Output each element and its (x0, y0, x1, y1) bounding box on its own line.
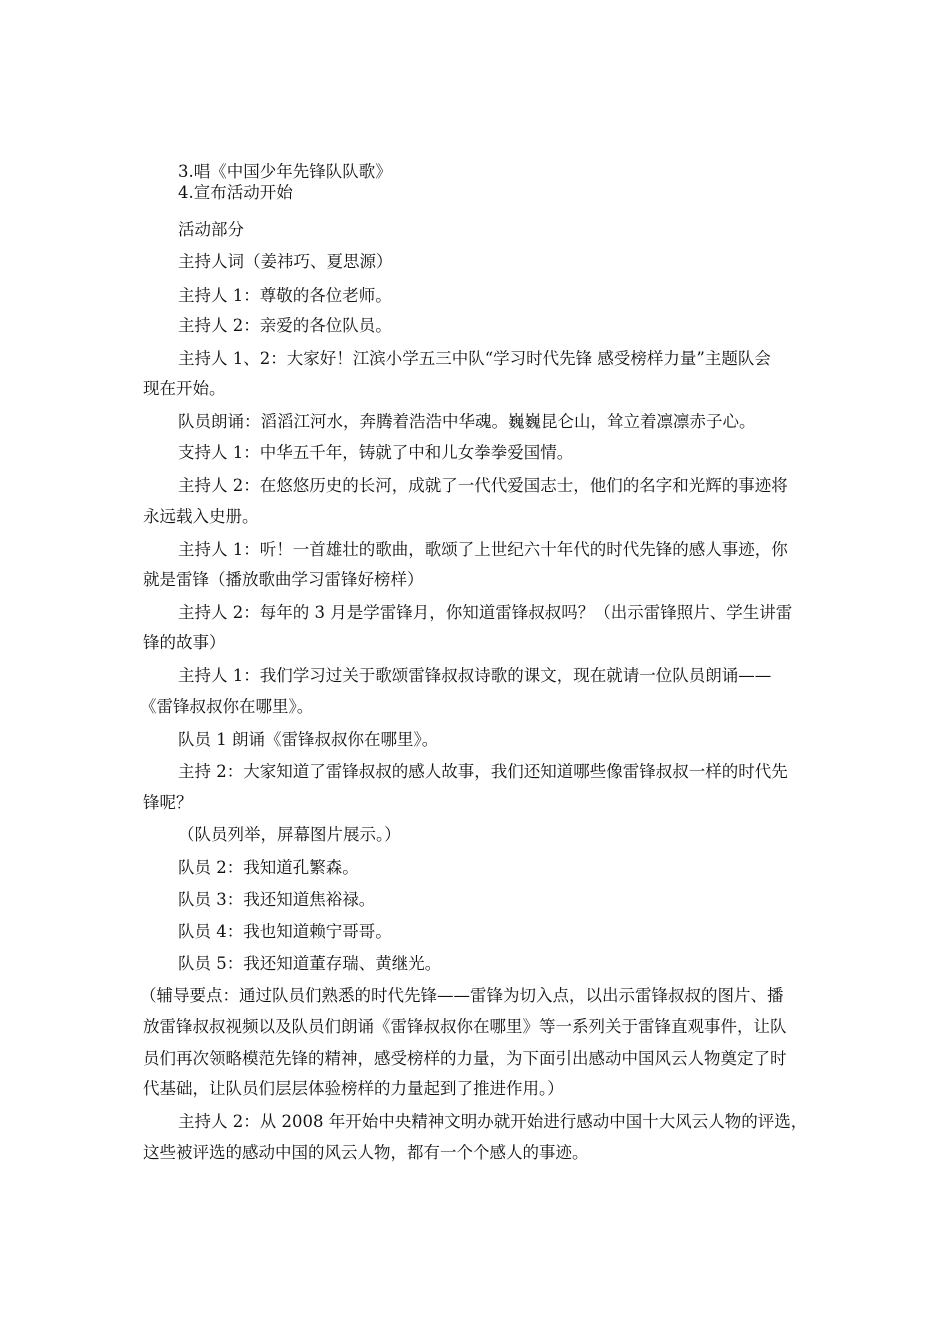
host-script-heading: 主持人词（姜祎巧、夏思源） (178, 252, 393, 271)
text-line: 队员 2：我知道孔繁森。 (178, 858, 359, 877)
text-line: 这些被评选的感动中国的风云人物，都有一个个感人的事迹。 (143, 1143, 589, 1162)
text-line: 队员 3：我还知道焦裕禄。 (178, 890, 376, 909)
text-line: 主持人 2：亲爱的各位队员。 (178, 316, 392, 335)
text-line: （队员列举，屏幕图片展示。） (178, 825, 401, 844)
text-line: 主持人 1、2：大家好！江滨小学五三中队“学习时代先锋 感受榜样力量”主题队会 (178, 349, 771, 368)
list-item-sing-anthem: 3.唱《中国少年先锋队队歌》 (178, 162, 392, 181)
text-line: 主持 2：大家知道了雷锋叔叔的感人故事，我们还知道哪些像雷锋叔叔一样的时代先 (178, 762, 788, 781)
text-line: 队员朗诵：滔滔江河水，奔腾着浩浩中华魂。巍巍昆仑山，耸立着凛凛赤子心。 (178, 412, 756, 431)
text-line: 主持人 1：听！一首雄壮的歌曲，歌颂了上世纪六十年代的时代先锋的感人事迹，你 (178, 540, 788, 559)
text-line: 主持人 2：从 2008 年开始中央精神文明办就开始进行感动中国十大风云人物的评选， (178, 1112, 808, 1131)
text-line: 现在开始。 (143, 379, 226, 398)
text-line: 队员 4：我也知道赖宁哥哥。 (178, 922, 392, 941)
list-item-announce-start: 4.宣布活动开始 (178, 183, 293, 202)
text-line: 支持人 1：中华五千年，铸就了中和儿女拳拳爱国情。 (178, 443, 574, 462)
text-line: 永远载入史册。 (143, 507, 259, 526)
text-line: 锋的故事） (143, 633, 226, 652)
text-line: 主持人 2：在悠悠历史的长河，成就了一代代爱国志士，他们的名字和光辉的事迹将 (178, 476, 788, 495)
tutoring-note-line: 员们再次领略模范先锋的精神，感受榜样的力量，为下面引出感动中国风云人物奠定了时 (143, 1049, 787, 1068)
text-line: 队员 1 朗诵《雷锋叔叔你在哪里》。 (178, 730, 439, 749)
text-line: 主持人 2：每年的 3 月是学雷锋月，你知道雷锋叔叔吗？（出示雷锋照片、学生讲雷 (178, 603, 793, 622)
text-line: 主持人 1：尊敬的各位老师。 (178, 286, 392, 305)
tutoring-note-line: 代基础，让队员们层层体验榜样的力量起到了推进作用。） (143, 1079, 564, 1098)
section-heading: 活动部分 (178, 220, 244, 239)
tutoring-note-line: （辅导要点：通过队员们熟悉的时代先锋——雷锋为切入点，以出示雷锋叔叔的图片、播 (140, 986, 784, 1005)
text-line: 主持人 1：我们学习过关于歌颂雷锋叔叔诗歌的课文，现在就请一位队员朗诵—— (178, 666, 772, 685)
text-line: 队员 5：我还知道董存瑞、黄继光。 (178, 954, 442, 973)
text-line: 锋呢？ (143, 793, 193, 812)
tutoring-note-line: 放雷锋叔叔视频以及队员们朗诵《雷锋叔叔你在哪里》等一系列关于雷锋直观事件，让队 (143, 1017, 787, 1036)
text-line: 《雷锋叔叔你在哪里》。 (140, 697, 314, 716)
text-line: 就是雷锋（播放歌曲学习雷锋好榜样） (143, 570, 424, 589)
